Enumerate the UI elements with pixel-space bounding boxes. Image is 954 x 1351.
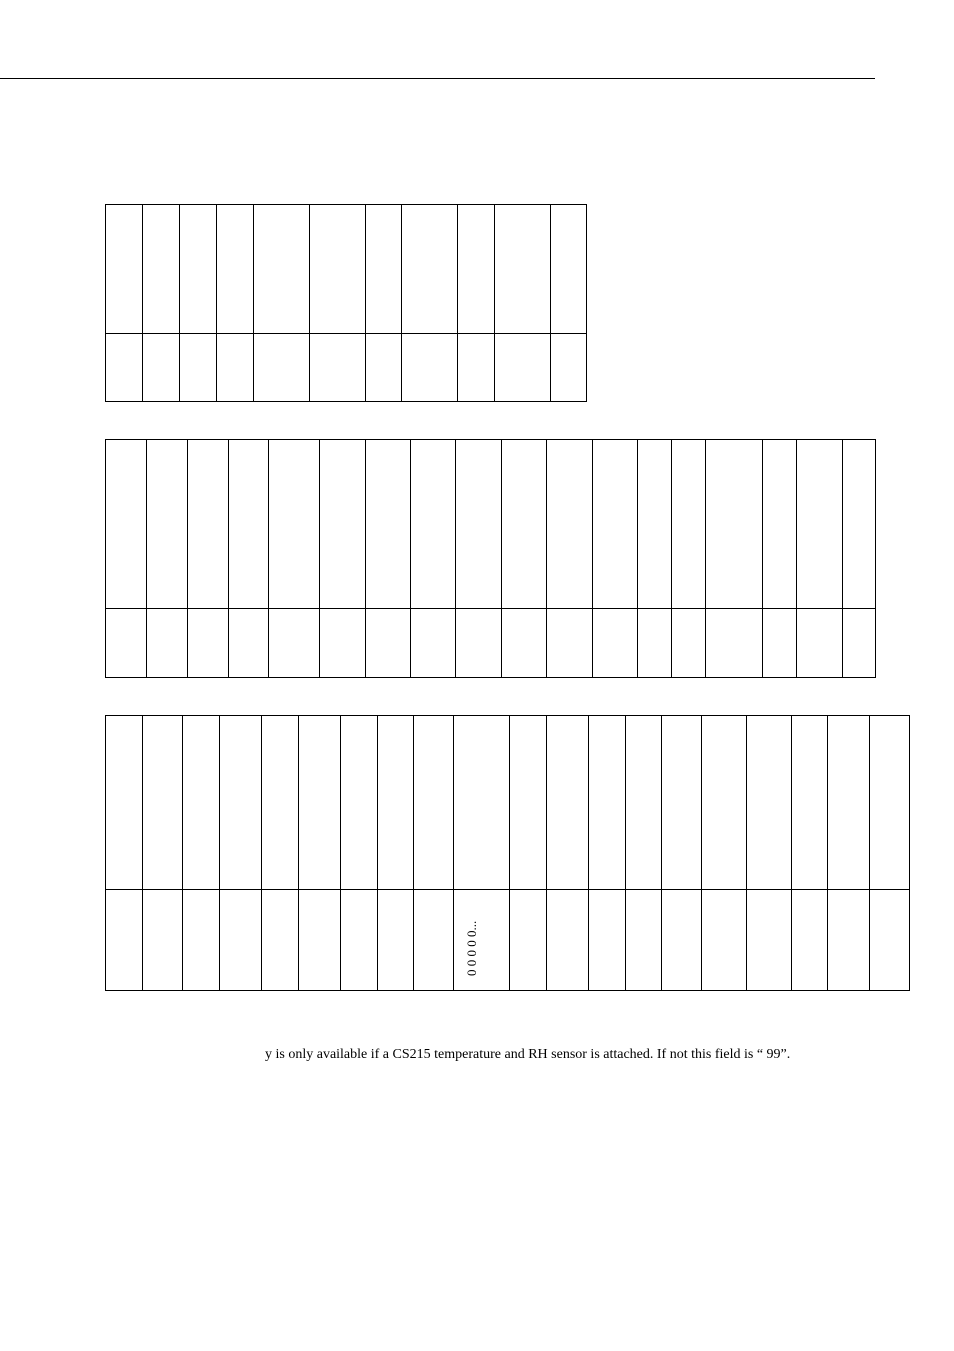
- column-divider: [298, 716, 299, 990]
- column-divider: [746, 716, 747, 990]
- data-table-2: [105, 439, 876, 678]
- column-divider: [410, 440, 411, 677]
- column-divider: [253, 205, 254, 401]
- column-divider: [588, 716, 589, 990]
- column-divider: [546, 440, 547, 677]
- column-divider: [842, 440, 843, 677]
- column-divider: [827, 716, 828, 990]
- column-divider: [187, 440, 188, 677]
- column-divider: [401, 205, 402, 401]
- column-divider: [550, 205, 551, 401]
- data-table-3: [105, 715, 910, 991]
- column-divider: [509, 716, 510, 990]
- column-divider: [457, 205, 458, 401]
- table-3-cell-value: 0 0 0 0 0...: [464, 920, 479, 976]
- column-divider: [701, 716, 702, 990]
- column-divider: [413, 716, 414, 990]
- column-divider: [869, 716, 870, 990]
- column-divider: [219, 716, 220, 990]
- column-divider: [142, 716, 143, 990]
- column-divider: [365, 440, 366, 677]
- column-divider: [637, 440, 638, 677]
- column-divider: [625, 716, 626, 990]
- header-rule: [0, 78, 875, 79]
- column-divider: [377, 716, 378, 990]
- column-divider: [365, 205, 366, 401]
- column-divider: [142, 205, 143, 401]
- column-divider: [661, 716, 662, 990]
- column-divider: [592, 440, 593, 677]
- column-divider: [179, 205, 180, 401]
- column-divider: [261, 716, 262, 990]
- column-divider: [501, 440, 502, 677]
- footnote-text: y is only available if a CS215 temperature and RH sensor is attached. If not this field is “ 99”.: [265, 1047, 791, 1062]
- column-divider: [228, 440, 229, 677]
- column-divider: [671, 440, 672, 677]
- column-divider: [319, 440, 320, 677]
- column-divider: [146, 440, 147, 677]
- row-divider: [106, 333, 586, 334]
- column-divider: [546, 716, 547, 990]
- column-divider: [455, 440, 456, 677]
- column-divider: [494, 205, 495, 401]
- column-divider: [340, 716, 341, 990]
- column-divider: [762, 440, 763, 677]
- column-divider: [791, 716, 792, 990]
- row-divider: [106, 889, 909, 890]
- data-table-1: [105, 204, 587, 402]
- column-divider: [268, 440, 269, 677]
- column-divider: [705, 440, 706, 677]
- column-divider: [796, 440, 797, 677]
- column-divider: [182, 716, 183, 990]
- column-divider: [453, 716, 454, 990]
- column-divider: [216, 205, 217, 401]
- row-divider: [106, 608, 875, 609]
- column-divider: [309, 205, 310, 401]
